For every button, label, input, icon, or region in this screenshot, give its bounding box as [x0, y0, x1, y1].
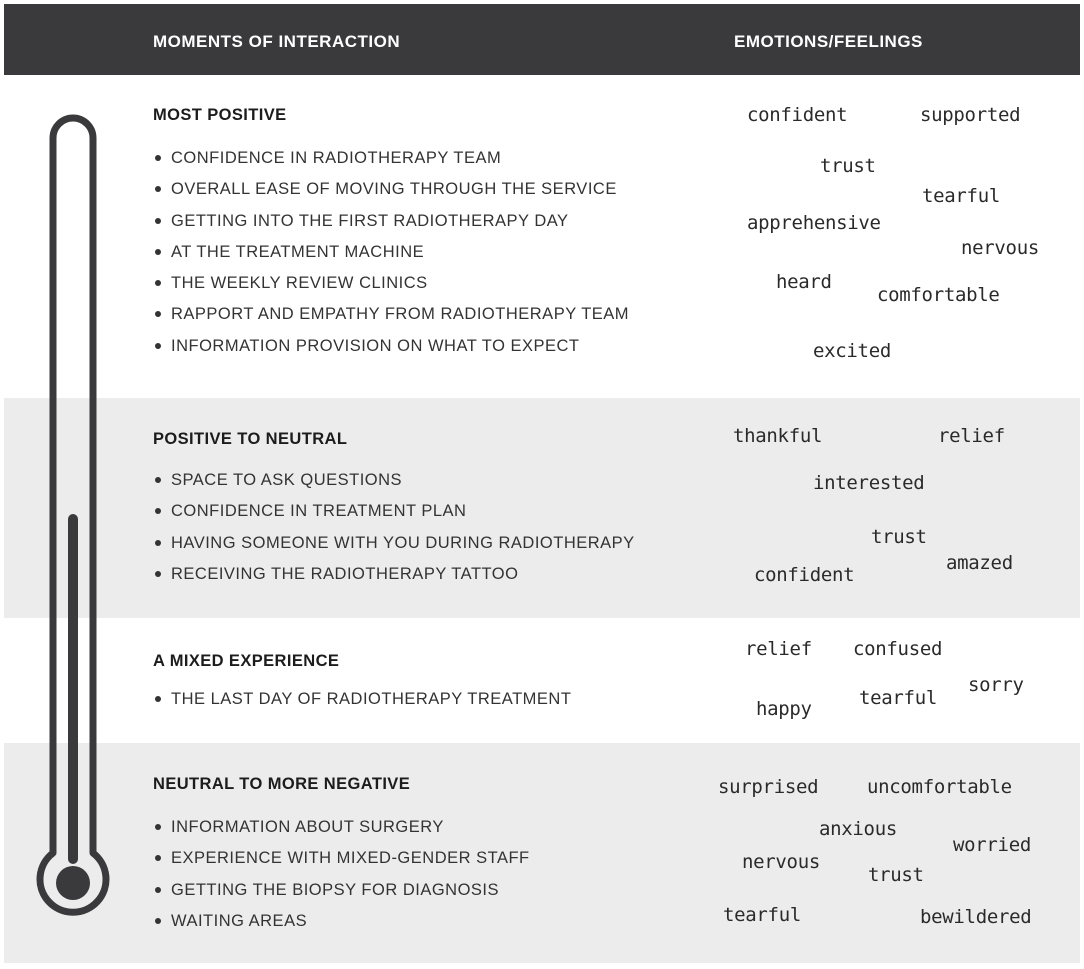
- list-item: SPACE TO ASK QUESTIONS: [153, 471, 635, 502]
- emotion-word: trust: [820, 155, 876, 177]
- list-most-positive: [153, 149, 629, 368]
- list-item: CONFIDENCE IN TREATMENT PLAN: [153, 502, 635, 533]
- emotion-word: supported: [920, 104, 1021, 126]
- section-title-mixed-experience: A MIXED EXPERIENCE: [153, 652, 340, 670]
- emotion-word: relief: [745, 638, 812, 660]
- moments-header-label: MOMENTS OF INTERACTION: [153, 32, 401, 51]
- list-item: THE LAST DAY OF RADIOTHERAPY TREATMENT: [153, 690, 571, 721]
- emotion-word: excited: [813, 340, 891, 362]
- list-item: GETTING THE BIOPSY FOR DIAGNOSIS: [153, 881, 530, 912]
- emotion-word: confident: [747, 104, 848, 126]
- list-item: INFORMATION ABOUT SURGERY: [153, 818, 530, 849]
- section-title-positive-to-neutral: POSITIVE TO NEUTRAL: [153, 430, 348, 448]
- emotion-word: worried: [953, 834, 1031, 856]
- list-mixed-experience: [153, 690, 571, 721]
- section-title-neutral-to-negative: NEUTRAL TO MORE NEGATIVE: [153, 775, 411, 793]
- section-title-most-positive: MOST POSITIVE: [153, 106, 287, 124]
- list-item: EXPERIENCE WITH MIXED-GENDER STAFF: [153, 849, 530, 880]
- list-item: HAVING SOMEONE WITH YOU DURING RADIOTHERAPY: [153, 534, 635, 565]
- emotion-word: tearful: [723, 904, 801, 926]
- emotion-word: thankful: [733, 425, 823, 447]
- list-item: INFORMATION PROVISION ON WHAT TO EXPECT: [153, 337, 629, 368]
- emotion-word: interested: [813, 472, 925, 494]
- emotion-word: comfortable: [877, 284, 1000, 306]
- emotions-header-label: EMOTIONS/FEELINGS: [734, 32, 923, 51]
- list-item: RECEIVING THE RADIOTHERAPY TATTOO: [153, 565, 635, 596]
- emotion-word: anxious: [819, 818, 897, 840]
- thermometer-icon: [0, 0, 140, 969]
- list-item: CONFIDENCE IN RADIOTHERAPY TEAM: [153, 149, 629, 180]
- emotion-word: nervous: [742, 851, 820, 873]
- emotion-word: surprised: [718, 776, 819, 798]
- emotion-word: bewildered: [920, 906, 1032, 928]
- header-bar: [4, 4, 1080, 75]
- emotion-word: nervous: [961, 237, 1039, 259]
- emotion-word: confident: [754, 564, 855, 586]
- emotion-word: confused: [853, 638, 943, 660]
- list-item: RAPPORT AND EMPATHY FROM RADIOTHERAPY TEAM: [153, 305, 629, 336]
- list-item: THE WEEKLY REVIEW CLINICS: [153, 274, 629, 305]
- list-item: GETTING INTO THE FIRST RADIOTHERAPY DAY: [153, 212, 629, 243]
- emotion-word: tearful: [922, 185, 1000, 207]
- emotion-word: relief: [938, 425, 1005, 447]
- emotion-word: heard: [776, 271, 832, 293]
- emotion-word: trust: [871, 526, 927, 548]
- emotion-word: uncomfortable: [867, 776, 1012, 798]
- emotion-word: happy: [756, 698, 812, 720]
- emotion-word: apprehensive: [747, 212, 881, 234]
- list-item: OVERALL EASE OF MOVING THROUGH THE SERVICE: [153, 180, 629, 211]
- list-neutral-to-negative: [153, 818, 530, 943]
- emotion-word: amazed: [946, 552, 1013, 574]
- list-positive-to-neutral: [153, 471, 635, 596]
- list-item: WAITING AREAS: [153, 912, 530, 943]
- emotion-word: trust: [868, 864, 924, 886]
- band-mixed-experience: [4, 618, 1080, 743]
- emotion-word: sorry: [968, 674, 1024, 696]
- list-item: AT THE TREATMENT MACHINE: [153, 243, 629, 274]
- emotion-word: tearful: [859, 687, 937, 709]
